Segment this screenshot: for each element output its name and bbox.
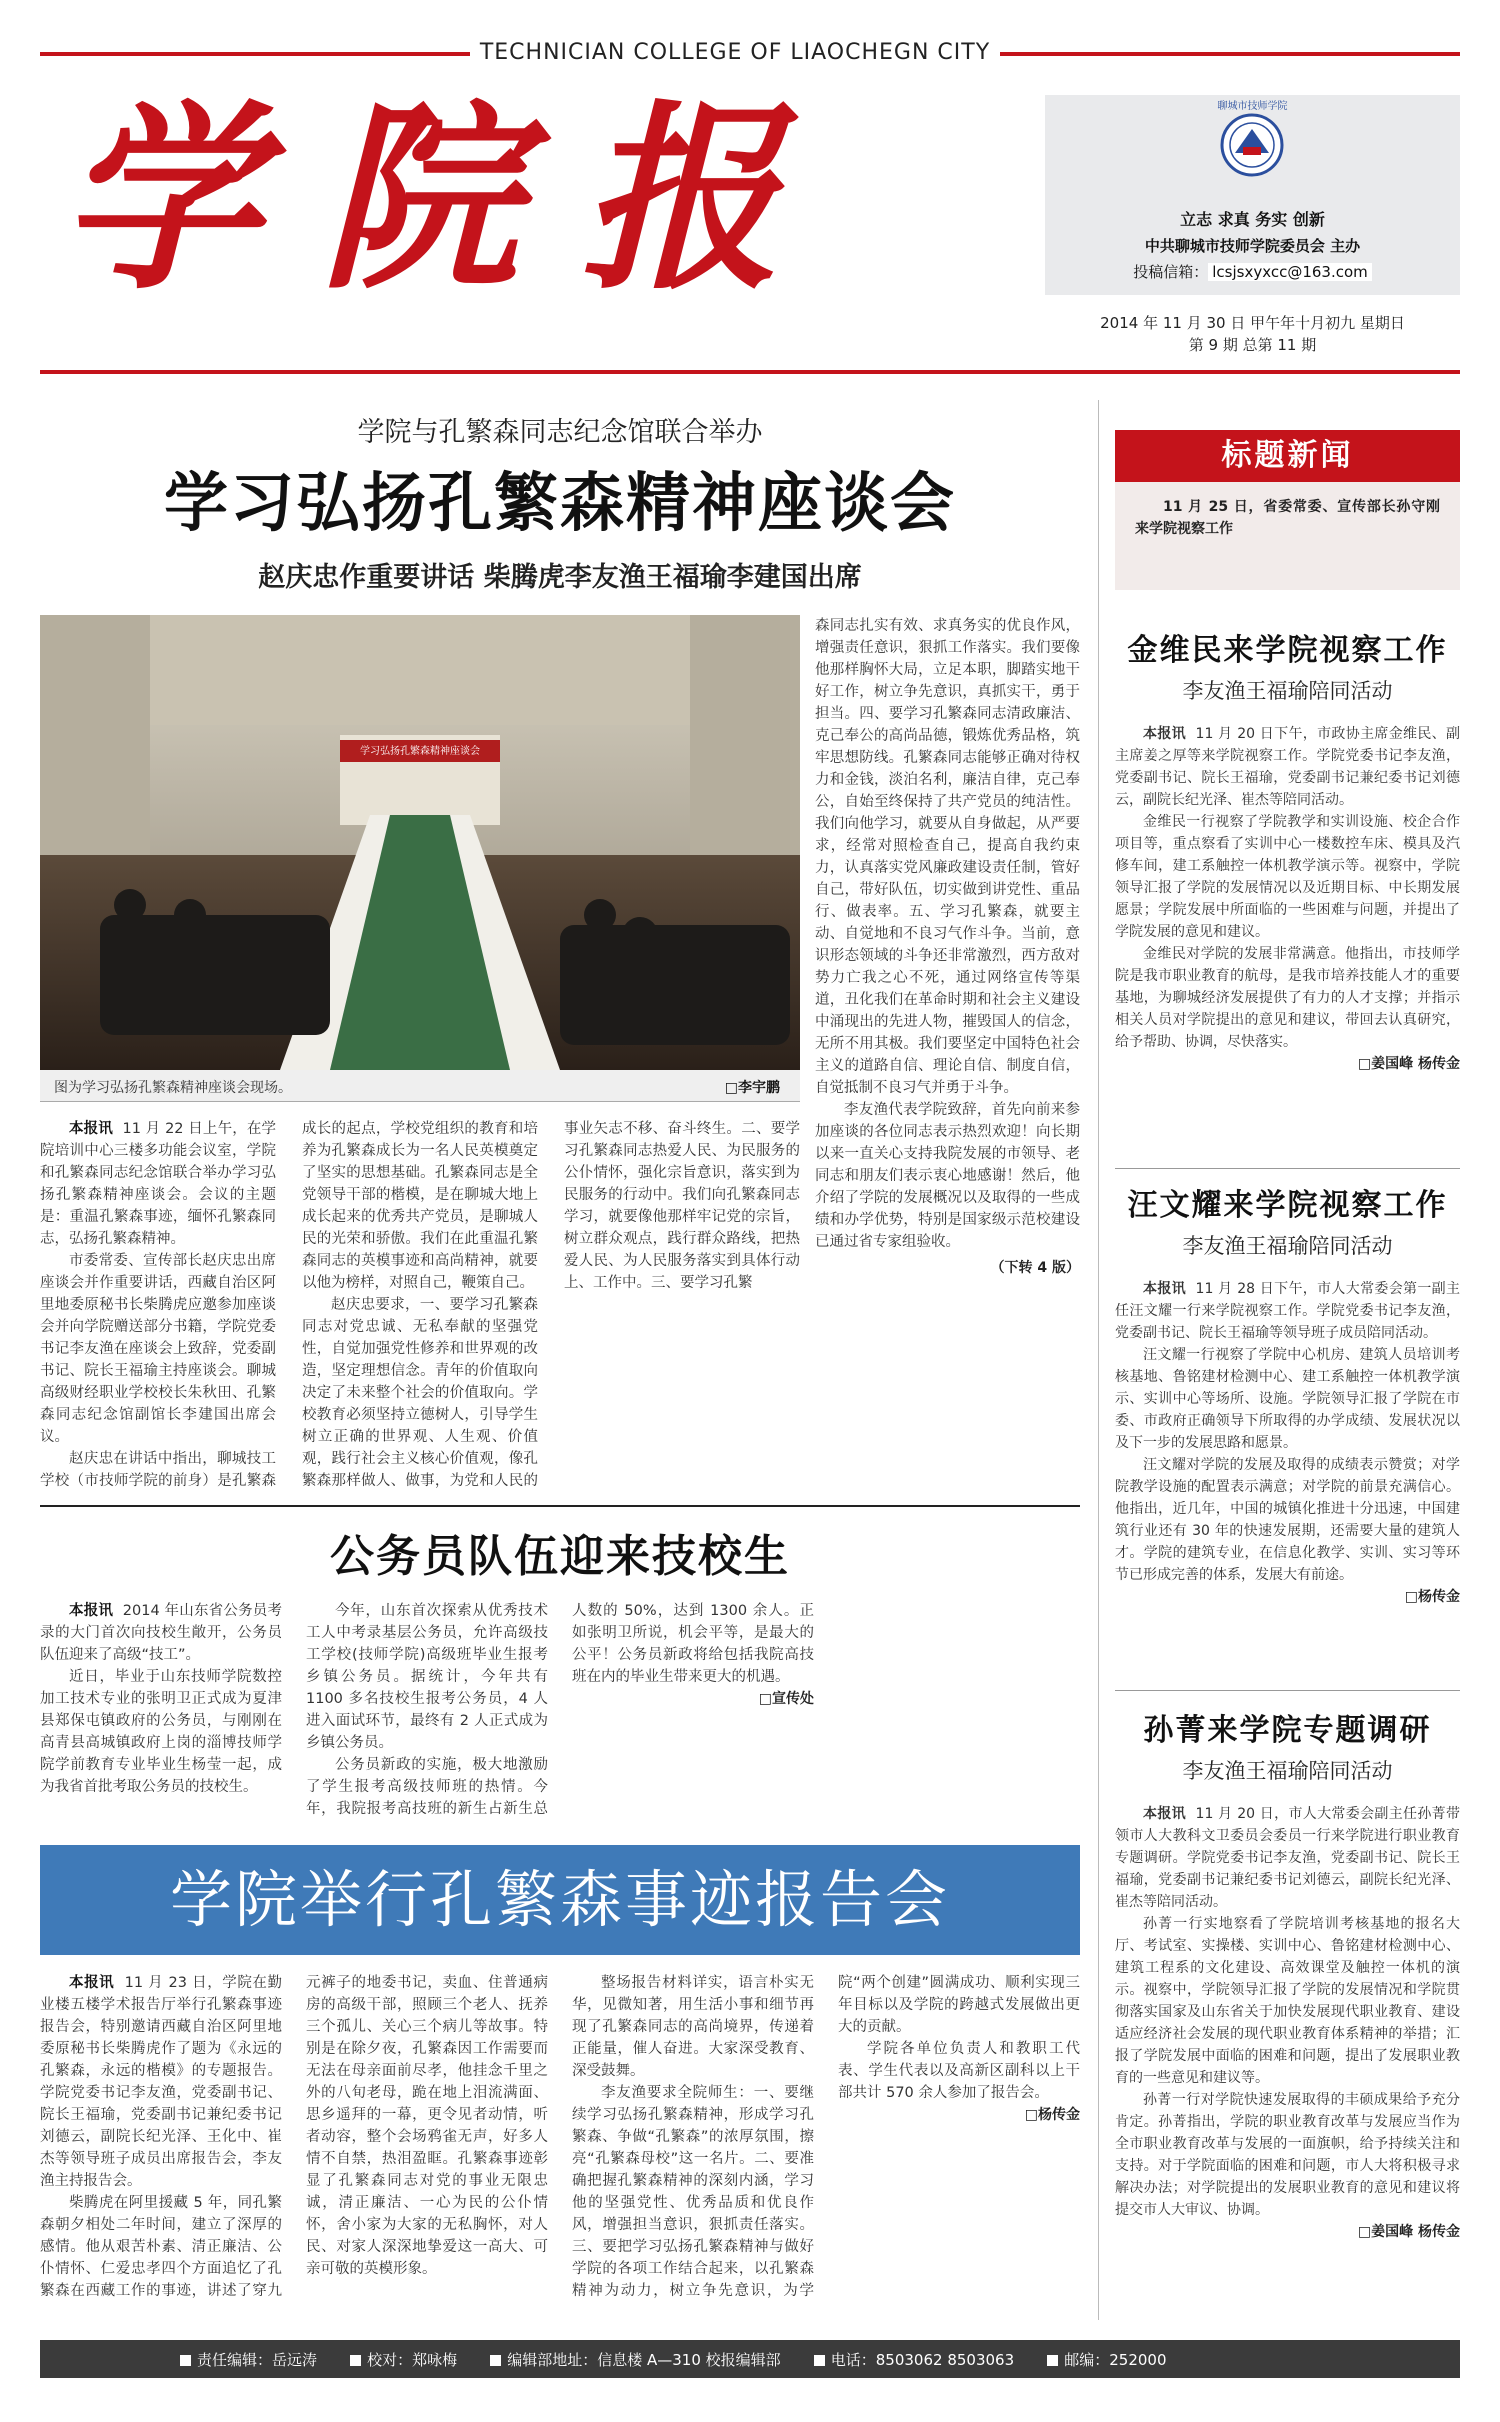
masthead-title: 学院报: [60, 82, 841, 317]
photo-credit: □李宇鹏: [724, 1080, 780, 1096]
lead-paragraph-2: 市委常委、宣传部长赵庆忠出席座谈会并作重要讲话，西藏自治区阿里地委原秘书长柴腾虎应邀参加座谈会并向学院赠送部分书籍，学院党委书记李友渔在座谈会上致辞，党委副书记、院长王福瑜主持座谈会。聊城高级财经职业学校校长朱秋田、孔繁森同志纪念馆副馆长李建国出席会议。: [40, 1253, 276, 1445]
issue-date: 2014 年 11 月 30 日 甲午年十月初九 星期日: [1100, 314, 1405, 332]
sidebar-story-2-body: [1115, 1278, 1460, 1698]
sidebar-story-2-credit: □杨传金: [1404, 1589, 1460, 1605]
footer-address-text: 编辑部地址：信息楼 A—310 校报编辑部: [507, 2351, 781, 2369]
email-label: 投稿信箱：: [1133, 263, 1209, 281]
footer-bar: [40, 2340, 1460, 2378]
square-bullet-icon: [814, 2355, 825, 2366]
college-logo: [1197, 107, 1307, 179]
photo-caption-bar: [40, 1070, 800, 1102]
footer-proof: [350, 2349, 457, 2370]
lead-right-text-2: 李友渔代表学院致辞，首先向前来参加座谈的各位同志表示热烈欢迎！向长期以来一直关心支持我院发展的市领导、老同志和朋友们表示衷心地感谢！然后，他介绍了学院的发展概况以及取得的一些成绩和办学优势，特别是国家级示范校建设已通过省专家组验收。: [815, 1102, 1080, 1250]
footer-zip-text: 邮编：252000: [1064, 2351, 1167, 2369]
sidebar-story-1-p3: 金维民对学院的发展非常满意。他指出，市技师学院是我市职业教育的航母，是我市培养技能人才的重要基地，为聊城经济发展提供了有力的人才支撑；并指示相关人员对学院提出的意见和建议，带回去认真研究，给予帮助、协调，尽快落实。: [1115, 946, 1460, 1050]
footer-editor: [180, 2349, 317, 2370]
photo-caption: 图为学习弘扬孔繁森精神座谈会现场。: [54, 1080, 292, 1096]
lead-right-text: 森同志扎实有效、求真务实的优良作风，增强责任意识，狠抓工作落实。我们要像他那样胸怀大局，立足本职，脚踏实地干好工作，树立争先意识，真抓实干，勇于担当。四、要学习孔繁森同志清政廉洁、克己奉公的高尚品德，锻炼优秀品格，筑牢思想防线。孔繁森同志能够正确对待权力和金钱，淡泊名利，廉洁自律，克己奉公，自始至终保持了共产党员的纯洁性。我们向他学习，就要从自身做起，从严要求，经常对照检查自己，提高自我约束力，认真落实党风廉政建设责任制，管好自己，带好队伍，切实做到讲党性、重品行、做表率。五、学习孔繁森，就要主动、自觉地和不良习气作斗争。当前，意识形态领域的斗争还非常激烈，西方敌对势力亡我之心不死，通过网络宣传等渠道，丑化我们在革命时期和社会主义建设中涌现出的先进人物，摧毁国人的信念，无所不用其极。我们要坚定中国特色社会主义的道路自信、理论自信、制度自信，自觉抵制不良习气并勇于斗争。: [815, 618, 1080, 1096]
civil-credit: □宣传处: [758, 1691, 814, 1707]
top-rule-left: [40, 52, 470, 56]
civil-body-columns: [40, 1600, 1080, 1830]
sidebar-story-2-text: 11 月 28 日下午，市人大常委会第一副主任汪文耀一行来学院视察工作。学院党委书记李友渔，党委副书记、院长王福瑜等领导班子成员陪同活动。: [1115, 1281, 1460, 1341]
sidebar-story-1-p2: 金维民一行视察了学院教学和实训设施、校企合作项目等，重点察看了实训中心一楼数控车床、模具及汽修车间，建工系触控一体机教学演示等。视察中，学院领导汇报了学院的发展情况以及近期目标、中长期发展愿景；学院发展中所面临的一些困难与问题，并提出了学院发展的意见和建议。: [1115, 814, 1460, 940]
sidebar-story-3-credit: □姜国峰 杨传金: [1357, 2224, 1460, 2240]
civil-paragraph-4: 公务员新政的实施，极大地激励了学生报考高级技师班的热情。今年，我院报考高技班的新生占新生总人数的 50%，达到 1300 余人。正如张明卫所说，机会平等，是最大的公平！公务员新政将给包括我院高技班在内的毕业生带来更大的机遇。: [306, 1603, 814, 1817]
square-bullet-icon: [490, 2355, 501, 2366]
headline-news-banner: [1115, 430, 1460, 482]
sidebar-story-1-dateline: 本报讯: [1143, 726, 1186, 742]
headline-news-title: 标题新闻: [1221, 438, 1354, 473]
square-bullet-icon: [180, 2355, 191, 2366]
sponsor: 中共聊城市技师学院委员会 主办: [1144, 237, 1361, 255]
lead-headline: 学习弘扬孔繁森精神座谈会: [164, 467, 956, 541]
footer-zip: [1047, 2349, 1166, 2370]
report-paragraph-4: 李友渔要求全院师生：一、要继续学习弘扬孔繁森精神，形成学习孔繁森、争做“孔繁森”的浓厚氛围，擦亮“孔繁森母校”这一名片。二、要准确把握孔繁森精神的深刻内涵，学习他的坚强党性、优秀品质和优良作风，增强担当意识，狠抓责任落实。三、要把学习弘扬孔繁森精神与做好学院的各项工作结合起来，以孔繁森精神为动力，树立争先意识，为学院“两个创建”圆满成功、顺利实现三年目标以及学院的跨越式发展做出更大的贡献。: [572, 1975, 1080, 2299]
issue-number: 第 9 期 总第 11 期: [1188, 336, 1317, 354]
sidebar-story-1-body: [1115, 723, 1460, 1133]
civil-paragraph-3: 今年，山东首次探索从优秀技术工人中考录基层公务员，允许高级技工学校(技师学院)高级班毕业生报考乡镇公务员。据统计，今年共有 1100 多名技校生报考公务员，4 人进入面试环节，最终有 2 人正式成为乡镇公务员。: [306, 1603, 548, 1751]
sidebar-story-3-headline: 孙菁来学院专题调研: [1143, 1713, 1432, 1748]
motto: 立志 求真 务实 创新: [1180, 210, 1325, 229]
email-line: [1045, 261, 1460, 282]
square-bullet-icon: [350, 2355, 361, 2366]
meeting-photo: [40, 615, 800, 1070]
top-rule-right: [1000, 52, 1460, 56]
masthead-info-box: [1045, 95, 1460, 295]
report-body-columns: [40, 1972, 1080, 2312]
lead-dateline: 本报讯: [69, 1121, 113, 1137]
report-paragraph-3: 整场报告材料详实，语言朴实无华，见微知著，用生活小事和细节再现了孔繁森同志的高尚境界，传递着正能量，催人奋进。大家深受教育、深受鼓舞。: [572, 1975, 814, 2079]
civil-paragraph-2: 近日，毕业于山东技师学院数控加工技术专业的张明卫正式成为夏津县郑保屯镇政府的公务员，与刚刚在高青县高城镇政府上岗的淄博技师学院学前教育专业毕业生杨莹一起，成为我省首批考取公务员的技校生。: [40, 1669, 282, 1795]
sidebar-story-2-headline: 汪文耀来学院视察工作: [1127, 1188, 1448, 1223]
lead-paragraph-3: 赵庆忠在讲话中指出，聊城技工学校（市技师学院的前身）是孔繁森成长的起点，学校党组织的教育和培养为孔繁森成长为一名人民英模奠定了坚实的思想基础。孔繁森同志是全党领导干部的楷模，是在聊城大地上成长起来的优秀共产党员，是聊城人民的光荣和骄傲。我们在此重温孔繁森同志的英模事迹和高尚精神，就要以他为榜样，对照自己，鞭策自己。: [40, 1121, 538, 1489]
sidebar-story-3-sub: 李友渔王福瑜陪同活动: [1182, 1759, 1393, 1783]
report-credit: □杨传金: [1024, 2107, 1080, 2123]
sidebar-story-2-p2: 汪文耀一行视察了学院中心机房、建筑人员培训考核基地、鲁铭建材检测中心、建工系触控一体机教学演示、实训中心等场所、设施。学院领导汇报了学院在市委、市政府正确领导下所取得的办学成绩、发展状况以及下一步的发展思路和愿景。: [1115, 1347, 1460, 1451]
sidebar-story-3-dateline: 本报讯: [1143, 1806, 1186, 1822]
report-dateline: 本报讯: [69, 1975, 115, 1991]
headline-news-brief-box: [1115, 482, 1460, 590]
sidebar-rule-1: [1115, 1168, 1460, 1169]
report-paragraph-5: 学院各单位负责人和教职工代表、学生代表以及高新区副科以上干部共计 570 余人参加了报告会。: [838, 2041, 1080, 2101]
sidebar-story-3-body: [1115, 1803, 1460, 2313]
lead-paragraph-1: [40, 1118, 276, 1250]
sidebar-story-1-credit: □姜国峰 杨传金: [1357, 1056, 1460, 1072]
sidebar-story-2-sub: 李友渔王福瑜陪同活动: [1182, 1234, 1393, 1258]
sidebar-story-3: [1115, 1705, 1460, 2313]
sidebar-story-1-text: 11 月 20 日下午，市政协主席金维民、副主席姜之厚等来学院视察工作。学院党委书记李友渔，党委副书记、院长王福瑜，党委副书记兼纪委书记刘德云，副院长纪光泽、崔杰等陪同活动。: [1115, 726, 1460, 808]
sidebar-story-3-p3: 孙菁一行对学院快速发展取得的丰硕成果给予充分肯定。孙菁指出，学院的职业教育改革与发展应当作为全市职业教育改革与发展的一面旗帜，给予持续关注和支持。对于学院面临的困难和问题，市人大将积极寻求解决办法；对学院提出的发展职业教育的意见和建议将提交市人大审议、协调。: [1115, 2092, 1460, 2218]
lead-body-columns: [40, 1118, 800, 1498]
sidebar-story-3-p2: 孙菁一行实地察看了学院培训考核基地的报名大厅、考试室、实操楼、实训中心、鲁铭建材检测中心、建筑工程系的文化建设、高效课堂及触控一体机的演示。视察中，学院领导汇报了学院的发展情况和学院贯彻落实国家及山东省关于加快发展现代职业教育、建设适应经济社会发展的现代职业教育体系精神的举措；汇报了学院发展中面临的困难和问题，提出了发展职业教育的一些意见和建议等。: [1115, 1916, 1460, 2086]
column-divider: [1098, 400, 1099, 2320]
masthead-bottom-rule: [40, 370, 1460, 374]
sidebar-story-1-p1: [1115, 723, 1460, 811]
section-rule-1: [40, 1505, 1080, 1507]
sidebar-rule-2: [1115, 1690, 1460, 1691]
civil-headline: 公务员队伍迎来技校生: [330, 1531, 790, 1582]
footer-phone-text: 电话：8503062 8503063: [830, 2351, 1015, 2369]
report-headline: 学院举行孔繁森事迹报告会: [169, 1863, 950, 1936]
report-headline-banner: [40, 1845, 1080, 1955]
headline-news-brief: 11 月 25 日，省委常委、宣传部长孙守刚来学院视察工作: [1135, 499, 1440, 537]
sidebar-story-3-p1: [1115, 1803, 1460, 1913]
footer-phone: [814, 2349, 1014, 2370]
sidebar-story-3-text: 11 月 20 日，市人大常委会副主任孙菁带领市人大教科文卫委员会委员一行来学院进行职业教育专题调研。学院党委书记李友渔，党委副书记、院长王福瑜，党委副书记兼纪委书记刘德云，副院长纪光泽、崔杰等陪同活动。: [1115, 1806, 1460, 1910]
footer-address: [490, 2349, 780, 2370]
civil-dateline: 本报讯: [69, 1603, 114, 1619]
report-p1-text: 11 月 23 日，学院在勤业楼五楼学术报告厅举行孔繁森事迹报告会，特别邀请西藏自治区阿里地委原秘书长柴腾虎作了题为《永远的孔繁森，永远的楷模》的专题报告。学院党委书记李友渔，党委副书记、院长王福瑜，党委副书记兼纪委书记刘德云，副院长纪光泽、王化中、崔杰等领导班子成员出席报告会，李友渔主持报告会。: [40, 1975, 283, 2189]
college-english-name: TECHNICIAN COLLEGE OF LIAOCHEGN CITY: [479, 40, 991, 65]
footer-proof-text: 校对：郑咏梅: [367, 2351, 458, 2369]
footer-editor-text: 责任编辑：岳远涛: [197, 2351, 318, 2369]
continue-note: （下转 4 版）: [990, 1260, 1080, 1276]
email-address[interactable]: lcsjsxyxcc@163.com: [1208, 263, 1372, 281]
lead-p1-text: 11 月 22 日上午，在学院培训中心三楼多功能会议室，学院和孔繁森同志纪念馆联合举办学习弘扬孔繁森精神座谈会。会议的主题是：重温孔繁森事迹，缅怀孔繁森同志，弘扬孔繁森精神。: [40, 1121, 277, 1247]
civil-p1-text: 2014 年山东省公务员考录的大门首次向技校生敞开，公务员队伍迎来了高级“技工”。: [40, 1603, 283, 1663]
photo-banner-text: 学习弘扬孔繁森精神座谈会: [360, 746, 480, 757]
sidebar-story-2-p3: 汪文耀对学院的发展及取得的成绩表示赞赏；对学院教学设施的配置表示满意；对学院的前景充满信心。他指出，近几年，中国的城镇化推进十分迅速，中国建筑行业还有 30 年的快速发展期，还需要大量的建筑人才。学院的建筑专业，在信息化教学、实训、实习等环节已形成完善的体系，发展大有前途。: [1115, 1457, 1460, 1583]
lead-subhead: 赵庆忠作重要讲话 柴腾虎李友渔王福瑜李建国出席: [258, 562, 862, 593]
sidebar-story-2-p1: [1115, 1278, 1460, 1344]
report-paragraph-1: [40, 1972, 282, 2192]
lead-paragraph-4: 赵庆忠要求，一、要学习孔繁森同志对党忠诚、无私奉献的坚强党性，自觉加强党性修养和世界观的改造，坚定理想信念。青年的价值取向决定了未来整个社会的价值取向。学校教育必须坚持立德树人，引导学生树立正确的世界观、人生观、价值观，践行社会主义核心价值观，像孔繁森那样做人、做事，为党和人民的事业矢志不移、奋斗终生。二、要学习孔繁森同志热爱人民、为民服务的公仆情怀，强化宗旨意识，落实到为民服务的行动中。我们向孔繁森同志学习，就要像他那样牢记党的宗旨，树立群众观点，践行群众路线，把热爱人民、为人民服务落实到具体行动上、工作中。三、要学习孔繁: [302, 1121, 800, 1489]
lead-kicker: 学院与孔繁森同志纪念馆联合举办: [357, 417, 763, 448]
report-paragraph-2: 柴腾虎在阿里援藏 5 年，同孔繁森朝夕相处二年时间，建立了深厚的感情。他从艰苦朴素、清正廉洁、公仆情怀、仁爱忠孝四个方面追忆了孔繁森在西藏工作的事迹，讲述了穿九元裤子的地委书记，卖血、住普通病房的高级干部，照顾三个老人、抚养三个孤儿、关心三个病儿等故事。特别是在除夕夜，孔繁森因工作需要而无法在母亲面前尽孝，他挂念千里之外的八旬老母，跪在地上泪流满面、思乡遥拜的一幕，更令见者动情，听者动容，整个会场鸦雀无声，好多人情不自禁，热泪盈眶。孔繁森事迹彰显了孔繁森同志对党的事业无限忠诚，清正廉洁、一心为民的公仆情怀，舍小家为大家的无私胸怀，对人民、对家人深深地挚爱这一高大、可亲可敬的英模形象。: [40, 1975, 548, 2299]
sidebar-story-2-dateline: 本报讯: [1143, 1281, 1186, 1297]
square-bullet-icon: [1047, 2355, 1058, 2366]
lead-right-column: [815, 615, 1080, 1495]
sidebar-story-1: [1115, 625, 1460, 1133]
logo-text: 聊城市技师学院: [1217, 101, 1288, 112]
sidebar-story-1-sub: 李友渔王福瑜陪同活动: [1182, 679, 1393, 703]
civil-paragraph-1: [40, 1600, 282, 1666]
sidebar-story-1-headline: 金维民来学院视察工作: [1127, 633, 1448, 668]
sidebar-story-2: [1115, 1180, 1460, 1698]
